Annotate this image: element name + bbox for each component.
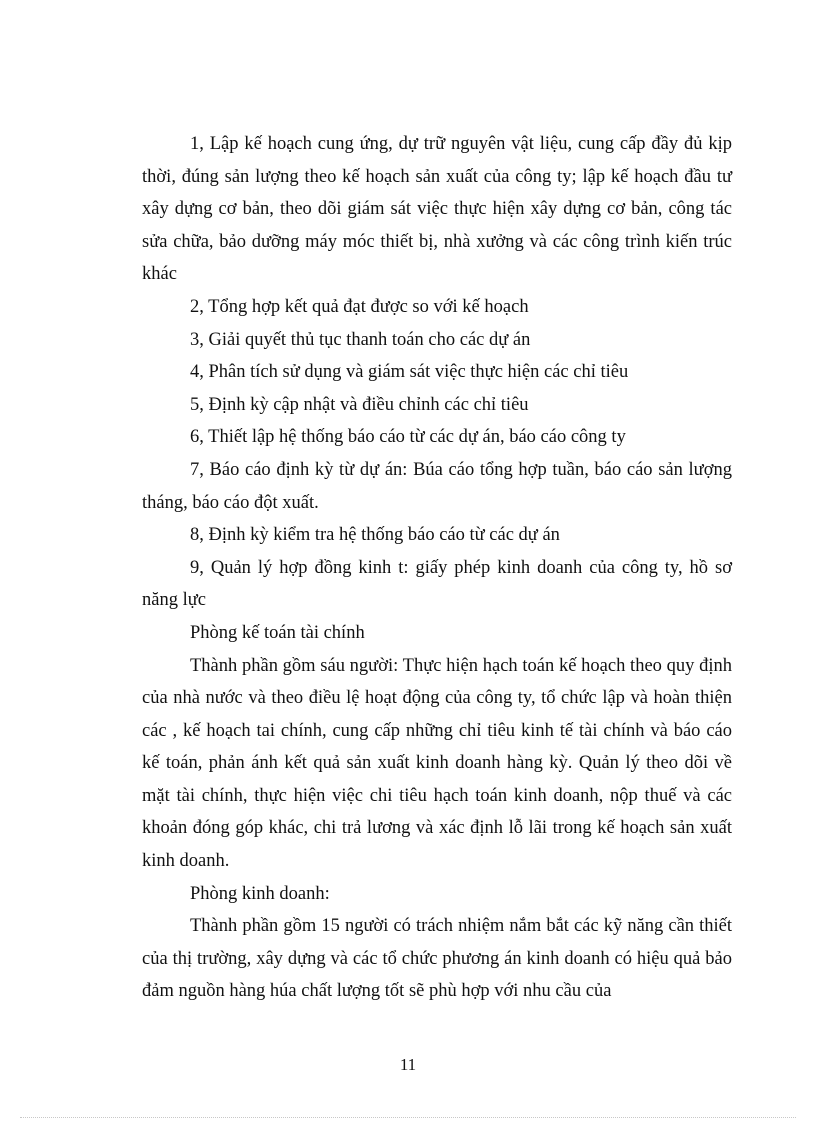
- paragraph-item-9: 9, Quản lý hợp đồng kinh t: giấy phép kinh doanh của công ty, hồ sơ năng lực: [142, 557, 732, 611]
- section-heading-accounting: Phòng kế toán tài chính: [190, 622, 365, 643]
- paragraph-item-2: 2, Tổng hợp kết quả đạt được so với kế hoạch: [190, 296, 529, 317]
- paragraph-item-8: 8, Định kỳ kiểm tra hệ thống báo cáo từ các dự án: [190, 525, 560, 546]
- body-text: [142, 128, 732, 1008]
- paragraph-business: Thành phần gồm 15 người có trách nhiệm nắm bắt các kỹ năng cần thiết của thị trường, xây dựng và các tổ chức phương án kinh doanh có hiệu quả bảo đảm nguồn hàng húa chất lượng tốt sẽ phù hợp với nhu cầu của: [142, 916, 732, 1002]
- page-number: 11: [399, 1055, 417, 1074]
- paragraph-item-5: 5, Định kỳ cập nhật và điều chỉnh các chỉ tiêu: [190, 394, 529, 415]
- paragraph-item-3: 3, Giải quyết thủ tục thanh toán cho các dự án: [190, 329, 531, 350]
- paragraph-item-6: 6, Thiết lập hệ thống báo cáo từ các dự án, báo cáo công ty: [190, 427, 626, 448]
- paragraph-accounting: Thành phần gồm sáu người: Thực hiện hạch toán kế hoạch theo quy định của nhà nước và theo điều lệ hoạt động của công ty, tổ chức lập và hoàn thiện các , kế hoạch tai chính, cung cấp những chỉ tiêu kinh tế tài chính và báo cáo kế toán, phản ánh kết quả sản xuất kinh doanh hàng kỳ. Quản lý theo dõi về mặt tài chính, thực hiện việc chi tiêu hạch toán kinh doanh, nộp thuế và các khoản đóng góp khác, chi trả lương và xác định lỗ lãi trong kế hoạch sản xuất kinh doanh.: [142, 655, 732, 872]
- page-bottom-divider: [20, 1117, 796, 1118]
- section-heading-business: Phòng kinh doanh:: [190, 883, 330, 904]
- paragraph-item-4: 4, Phân tích sử dụng và giám sát việc thực hiện các chỉ tiêu: [190, 362, 629, 383]
- paragraph-item-1: 1, Lập kế hoạch cung ứng, dự trữ nguyên vật liệu, cung cấp đầy đủ kịp thời, đúng sản lượng theo kế hoạch sản xuất của công ty; lập kế hoạch đầu tư xây dựng cơ bản, theo dõi giám sát việc thực hiện xây dựng cơ bản, công tác sửa chữa, bảo dưỡng máy móc thiết bị, nhà xưởng và các công trình kiến trúc khác: [142, 134, 732, 285]
- paragraph-item-7: 7, Báo cáo định kỳ từ dự án: Búa cáo tổng hợp tuần, báo cáo sản lượng tháng, báo cáo đột xuất.: [142, 459, 732, 513]
